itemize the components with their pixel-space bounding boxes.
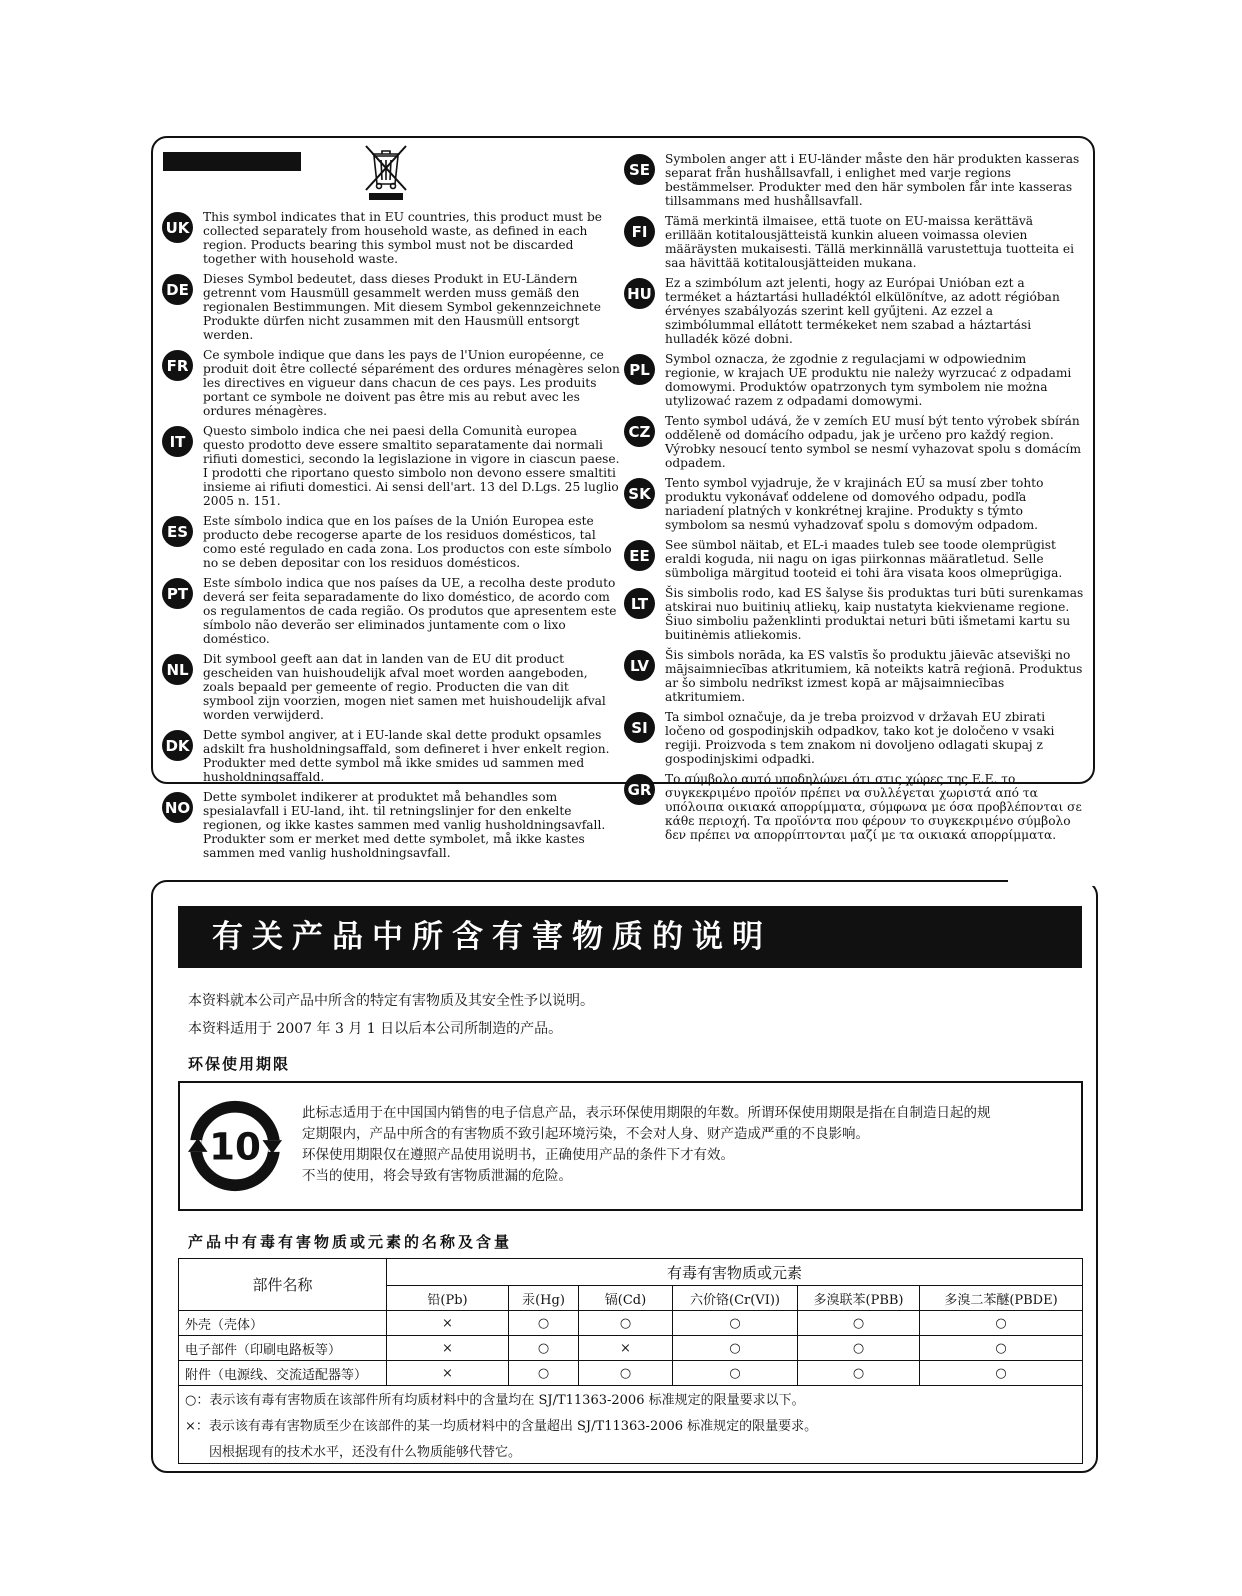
substance-column-header: 多溴联苯(PBB) xyxy=(798,1286,920,1311)
weee-entry-it xyxy=(162,424,622,508)
country-badge-pl: PL xyxy=(624,354,655,385)
weee-entry-es xyxy=(162,514,622,570)
weee-text: Dette symbol angiver, at i EU-lande skal dette produkt opsamles adskilt fra husholdningsaffald, som defineret i hver enkelt region. Produkter med dette symbol må ikke smides ud sammen med husholdningsaffald. xyxy=(203,728,610,784)
substance-table-body xyxy=(179,1311,1083,1386)
eco-line: 此标志适用于在中国国内销售的电子信息产品，表示环保使用期限的年数。所谓环保使用期限是指在自制造日起的规 xyxy=(302,1105,991,1121)
weee-text: Symbol oznacza, że zgodnie z regulacjami w odpowiednim regionie, w krajach UE produktu nie należy wyrzucać z odpadami domowymi. Produktów opatrzonych tym symbolem nie można utylizować razem z odpadami domowymi. xyxy=(665,352,1072,408)
substance-mark-cell: × xyxy=(387,1336,509,1361)
table-row xyxy=(179,1311,1083,1336)
country-badge-ee: EE xyxy=(624,540,655,571)
weee-text: Dit symbool geeft aan dat in landen van de EU dit product gescheiden van huishoudelijk afval moet worden aangeboden, zoals bepaald per gemeente of regio. Producten die van dit symbool zijn voorzien, mogen niet samen met huishoudelijk afval worden verwijderd. xyxy=(203,652,606,722)
country-badge-sk: SK xyxy=(624,478,655,509)
border-gap xyxy=(1008,878,1098,886)
country-badge-lt: LT xyxy=(624,588,655,619)
part-name-cell: 电子部件（印刷电路板等） xyxy=(179,1336,387,1361)
eco-period-box xyxy=(178,1081,1083,1211)
crossed-out-bin-icon xyxy=(363,142,409,200)
substance-column-header: 铅(Pb) xyxy=(387,1286,509,1311)
weee-panel xyxy=(151,136,1095,860)
substance-mark-cell: × xyxy=(387,1361,509,1386)
country-badge-hu: HU xyxy=(624,278,655,309)
weee-text: Ez a szimbólum azt jelenti, hogy az Európai Unióban ezt a terméket a háztartási hulladéktól elkülönítve, az adott régióban érvényes szabályozás szerint kell gyűjteni. Az ezzel a szimbólummal ellátott termékeket nem szabad a háztartási hulladék közé dobni. xyxy=(665,276,1060,346)
substance-mark-cell: ○ xyxy=(509,1361,579,1386)
part-name-header: 部件名称 xyxy=(179,1259,387,1311)
weee-text: Este símbolo indica que en los países de la Unión Europea este producto debe recogerse aparte de los residuos domésticos, tal como esté regulado en cada zona. Los productos con este símbolo no se deben depositar con los residuos domésticos. xyxy=(203,514,612,570)
part-name-cell: 附件（电源线、交流适配器等） xyxy=(179,1361,387,1386)
table-note-cross: ×：表示该有毒有害物质至少在该部件的某一均质材料中的含量超出 SJ/T11363-2006 标准规定的限量要求。 xyxy=(179,1412,1083,1438)
country-badge-es: ES xyxy=(162,516,193,547)
country-badge-cz: CZ xyxy=(624,416,655,447)
substance-column-header: 六价铬(Cr(VI)) xyxy=(673,1286,798,1311)
black-label-bar xyxy=(163,152,301,171)
country-badge-de: DE xyxy=(162,274,193,305)
weee-entry-ee xyxy=(624,538,1084,580)
weee-entry-uk xyxy=(162,210,622,266)
weee-text: Este símbolo indica que nos países da UE, a recolha deste produto deverá ser feita separadamente do lixo doméstico, de acordo com os regulamentos de cada região. Os produtos que apresentem este símbolo não deverão ser eliminados juntamente com o lixo doméstico. xyxy=(203,576,617,646)
weee-entry-fr xyxy=(162,348,622,418)
substance-mark-cell: ○ xyxy=(509,1311,579,1336)
substance-mark-cell: ○ xyxy=(673,1336,798,1361)
weee-text: Το σύμβολο αυτό υποδηλώνει ότι στις χώρες της Ε.Ε. το συγκεκριμένο προϊόν πρέπει να συλλέγεται χωριστά από τα υπόλοιπα οικιακά απορρίμματα, σύμφωνα με όσα προβλέπονται σε κάθε περιοχή. Τα προϊόντα που φέρουν το συγκεκριμένο σύμβολο δεν πρέπει να απορρίπτονται μαζί με τα οικιακά απορρίμματα. xyxy=(665,772,1082,842)
weee-entry-pt xyxy=(162,576,622,646)
country-badge-dk: DK xyxy=(162,730,193,761)
weee-text: Tento symbol udává, že v zemích EU musí být tento výrobek sbírán odděleně od domácího odpadu, jak je určeno pro každý region. Výrobky nesoucí tento symbol se nesmí vyhazovat spolu s domácím odpadem. xyxy=(665,414,1082,470)
eco-line: 环保使用期限仅在遵照产品使用说明书，正确使用产品的条件下才有效。 xyxy=(302,1147,734,1163)
country-badge-no: NO xyxy=(162,792,193,823)
substance-mark-cell: ○ xyxy=(920,1311,1083,1336)
weee-entry-se xyxy=(624,152,1084,208)
eco-period-number: 10 xyxy=(209,1124,261,1169)
eco-period-text xyxy=(302,1103,1072,1187)
rohs-title-banner: 有关产品中所含有害物质的说明 xyxy=(178,906,1082,968)
table-note-reason: 因根据现有的技术水平，还没有什么物质能够代替它。 xyxy=(179,1438,1083,1464)
eco-line: 不当的使用，将会导致有害物质泄漏的危险。 xyxy=(302,1168,572,1184)
weee-text: Tento symbol vyjadruje, že v krajinách EÚ sa musí zber tohto produktu vykonávať oddelene od domového odpadu, podľa nariadení platných v konkrétnej krajine. Produkty s týmto symbolom sa nesmú vyhadzovať spolu s domovým odpadom. xyxy=(665,476,1044,532)
weee-text: Questo simbolo indica che nei paesi della Comunità europea questo prodotto deve essere smaltito separatamente dai normali rifiuti domestici, secondo la legislazione in vigore in ciascun paese. I prodotti che riportano questo simbolo non devono essere smaltiti insieme ai rifiuti domestici. Ai sensi dell'art. 13 del D.Lgs. 25 luglio 2005 n. 151. xyxy=(203,424,620,508)
substance-mark-cell: ○ xyxy=(509,1336,579,1361)
substance-mark-cell: ○ xyxy=(579,1311,673,1336)
country-badge-pt: PT xyxy=(162,578,193,609)
substance-mark-cell: ○ xyxy=(920,1361,1083,1386)
country-badge-uk: UK xyxy=(162,212,193,243)
country-badge-lv: LV xyxy=(624,650,655,681)
substance-column-header: 多溴二苯醚(PBDE) xyxy=(920,1286,1083,1311)
substance-mark-cell: ○ xyxy=(673,1311,798,1336)
weee-right-column xyxy=(624,152,1084,842)
weee-text: Dette symbolet indikerer at produktet må behandles som spesialavfall i EU-land, iht. til retningslinjer for den enkelte regionen, og ikke kastes sammen med vanlig husholdningsavfall. Produkter som er merket med dette symbolet, må ikke kastes sammen med vanlig husholdningsavfall. xyxy=(203,790,606,860)
weee-entry-dk xyxy=(162,728,622,784)
country-badge-gr: GR xyxy=(624,774,655,805)
substance-mark-cell: ○ xyxy=(798,1361,920,1386)
substance-mark-cell: ○ xyxy=(920,1336,1083,1361)
substance-mark-cell: × xyxy=(579,1336,673,1361)
country-badge-nl: NL xyxy=(162,654,193,685)
weee-entry-fi xyxy=(624,214,1084,270)
weee-text: Šis simbols norāda, ka ES valstīs šo produktu jāievāc atsevišķi no mājsaimniecības atkritumiem, kā noteikts katrā reģionā. Produktus ar šo simbolu nedrīkst izmest kopā ar mājsaimniecības atkritumiem. xyxy=(665,648,1083,704)
substance-table-heading: 产品中有毒有害物质或元素的名称及含量 xyxy=(188,1233,513,1251)
weee-entry-cz xyxy=(624,414,1084,470)
country-badge-si: SI xyxy=(624,712,655,743)
weee-text: Ce symbole indique que dans les pays de l'Union européenne, ce produit doit être collecté séparément des ordures ménagères selon les directives en vigueur dans chacun de ces pays. Les produits portant ce symbole ne doivent pas être mis au rebut avec les ordures ménagères. xyxy=(203,348,620,418)
weee-text: Symbolen anger att i EU-länder måste den här produkten kasseras separat från hushållsavfall, i enlighet med varje regions bestämmelser. Produkter med den här symbolen får inte kasseras tillsammans med hushållsavfall. xyxy=(665,152,1080,208)
weee-entry-lv xyxy=(624,648,1084,704)
weee-text: This symbol indicates that in EU countries, this product must be collected separately from household waste, as defined in each region. Products bearing this symbol must not be discarded together with household waste. xyxy=(203,210,602,266)
weee-entry-de xyxy=(162,272,622,342)
weee-entry-no xyxy=(162,790,622,860)
substance-mark-cell: ○ xyxy=(673,1361,798,1386)
table-row xyxy=(179,1336,1083,1361)
substance-mark-cell: ○ xyxy=(798,1336,920,1361)
intro-line-1: 本资料就本公司产品中所含的特定有害物质及其安全性予以说明。 xyxy=(188,993,594,1009)
weee-text: Tämä merkintä ilmaisee, että tuote on EU-maissa kerättävä erillään kotitalousjätteistä kunkin alueen voimassa olevien määräysten mukaisesti. Tällä merkinnällä varustettuja tuotteita ei saa hävittää kotitalousjätteiden mukana. xyxy=(665,214,1075,270)
substance-mark-cell: ○ xyxy=(798,1311,920,1336)
weee-entry-hu xyxy=(624,276,1084,346)
substance-column-header: 汞(Hg) xyxy=(509,1286,579,1311)
country-badge-it: IT xyxy=(162,426,193,457)
china-rohs-panel xyxy=(151,880,1098,1473)
weee-text: Ta simbol označuje, da je treba proizvod v državah EU zbirati ločeno od gospodinjskih odpadkov, tako kot je določeno v vsaki regiji. Proizvoda s tem znakom ni dovoljeno odlagati skupaj z gospodinjskimi odpadki. xyxy=(665,710,1055,766)
country-badge-se: SE xyxy=(624,154,655,185)
weee-entry-nl xyxy=(162,652,622,722)
country-badge-fr: FR xyxy=(162,350,193,381)
eco-line: 定期限内，产品中所含的有害物质不致引起环境污染，不会对人身、财产造成严重的不良影响。 xyxy=(302,1126,869,1142)
intro-line-2: 本资料适用于 2007 年 3 月 1 日以后本公司所制造的产品。 xyxy=(188,1021,563,1037)
country-badge-fi: FI xyxy=(624,216,655,247)
weee-entry-pl xyxy=(624,352,1084,408)
eco-period-heading: 环保使用期限 xyxy=(188,1055,291,1073)
substance-group-header: 有毒有害物质或元素 xyxy=(387,1259,1083,1286)
weee-left-column xyxy=(162,210,622,860)
substance-column-header: 镉(Cd) xyxy=(579,1286,673,1311)
table-row xyxy=(179,1361,1083,1386)
weee-entry-lt xyxy=(624,586,1084,642)
part-name-cell: 外壳（壳体） xyxy=(179,1311,387,1336)
eco-period-10-icon xyxy=(186,1097,284,1195)
substance-mark-cell: × xyxy=(387,1311,509,1336)
weee-text: Dieses Symbol bedeutet, dass dieses Produkt in EU-Ländern getrennt vom Hausmüll gesammelt werden muss gemäß den regionalen Bestimmungen. Mit diesem Symbol gekennzeichnete Produkte dürfen nicht zusammen mit den Hausmüll entsorgt werden. xyxy=(203,272,602,342)
table-note-circle: ○：表示该有毒有害物质在该部件所有均质材料中的含量均在 SJ/T11363-2006 标准规定的限量要求以下。 xyxy=(179,1386,1083,1412)
weee-entry-sk xyxy=(624,476,1084,532)
weee-text: See sümbol näitab, et EL-i maades tuleb see toode olemprügist eraldi koguda, nii nagu on igas piirkonnas määratletud. Selle sümboliga märgitud tooteid ei tohi ära visata koos olmeprügiga. xyxy=(665,538,1063,580)
substance-table xyxy=(178,1258,1083,1465)
weee-entry-gr xyxy=(624,772,1084,842)
substance-mark-cell: ○ xyxy=(579,1361,673,1386)
weee-text: Šis simbolis rodo, kad ES šalyse šis produktas turi būti surenkamas atskirai nuo buitinių atliekų, kaip nustatyta kiekviename regione. Šiuo simboliu paženklinti produktai neturi būti išmetami kartu su buitinėmis atliekomis. xyxy=(665,586,1084,642)
weee-entry-si xyxy=(624,710,1084,766)
